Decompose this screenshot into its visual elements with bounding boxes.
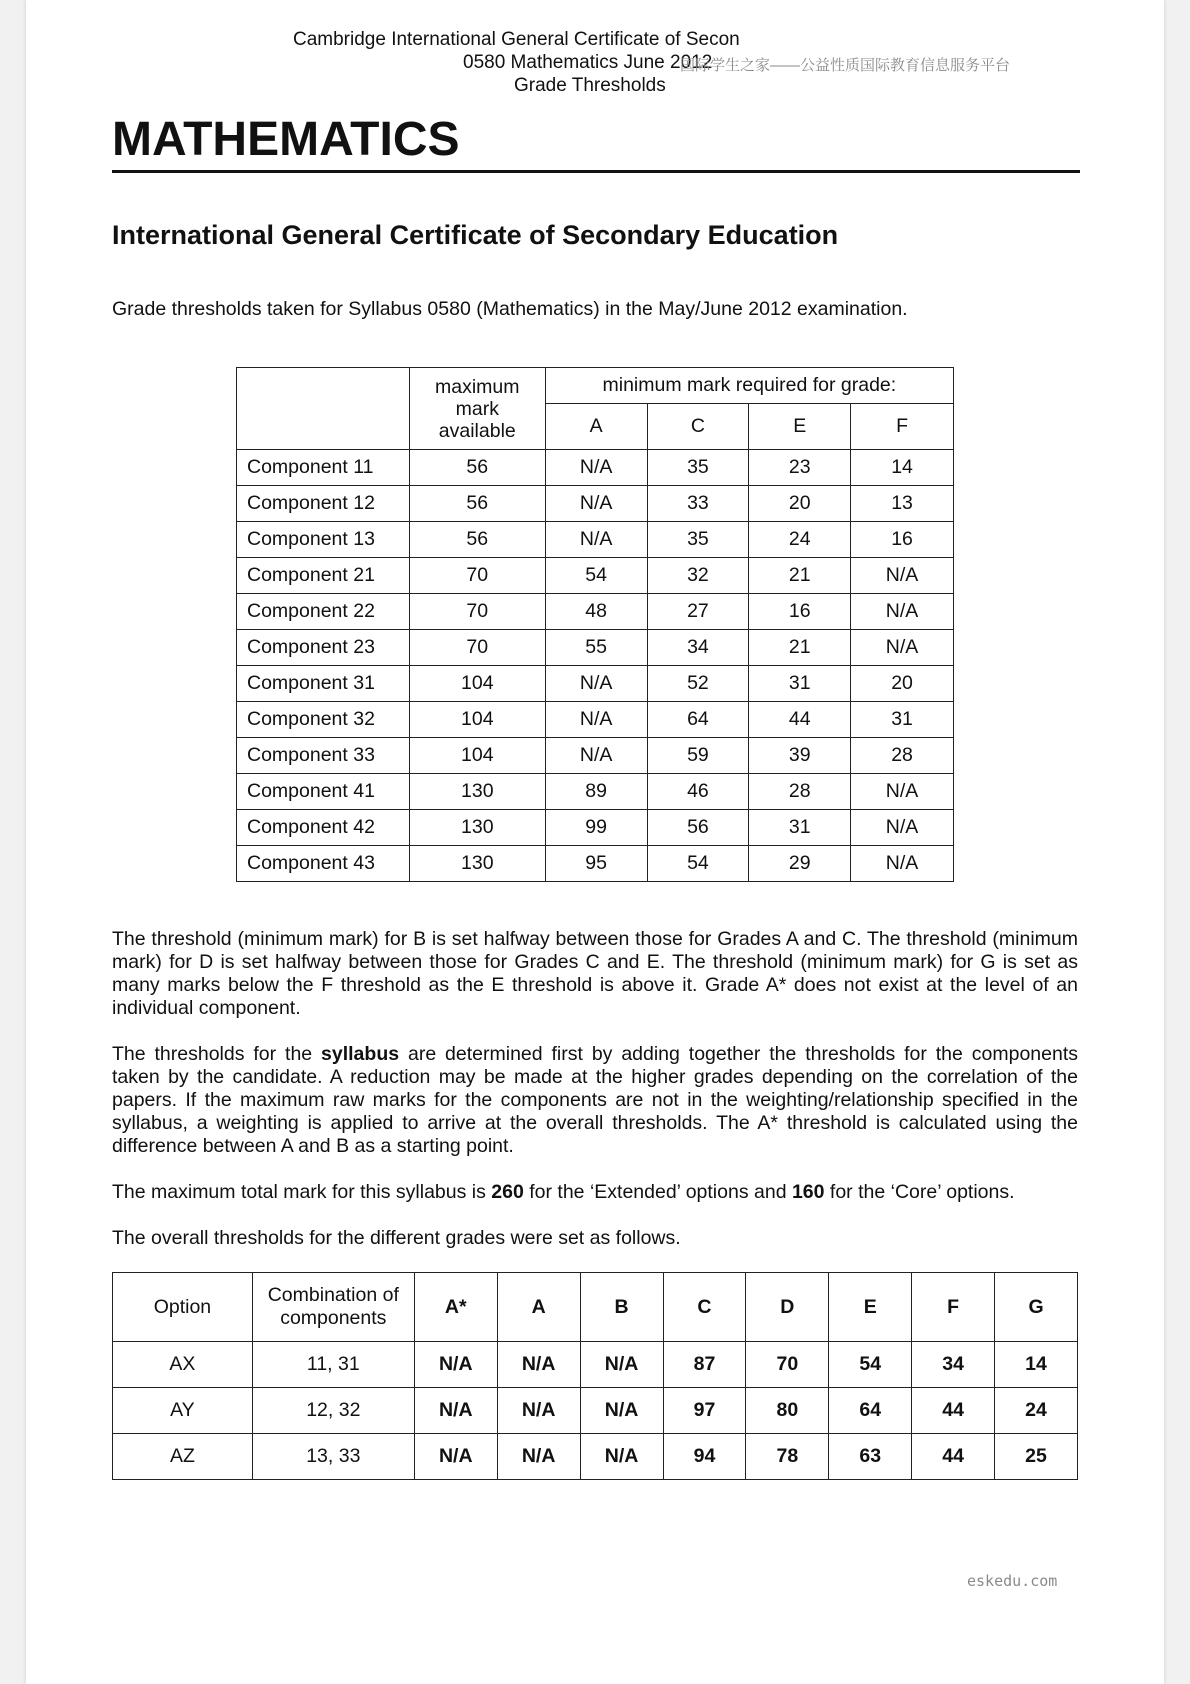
mark-cell: 130 — [409, 810, 545, 846]
mark-cell: 21 — [749, 558, 851, 594]
table-row — [237, 558, 954, 594]
table-header-max-mark: maximum mark available — [409, 368, 545, 450]
maximum-mark-paragraph: The maximum total mark for this syllabus is 260 for the ‘Extended’ options and 160 for the ‘Core’ options. — [112, 1181, 1015, 1203]
threshold-cell: 78 — [746, 1434, 829, 1480]
mark-cell: 28 — [749, 774, 851, 810]
table-row — [237, 450, 954, 486]
threshold-cell: N/A — [497, 1342, 580, 1388]
table-row — [237, 594, 954, 630]
component-name-cell: Component 11 — [237, 450, 410, 486]
mark-cell: 29 — [749, 846, 851, 882]
mark-cell: 39 — [749, 738, 851, 774]
mark-cell: 31 — [851, 702, 954, 738]
header-line-2: 0580 Mathematics June 2012 — [463, 52, 713, 73]
threshold-cell: 70 — [746, 1342, 829, 1388]
threshold-cell: 44 — [912, 1434, 995, 1480]
table-row — [237, 702, 954, 738]
mark-cell: 54 — [545, 558, 647, 594]
mark-cell: 89 — [545, 774, 647, 810]
core-total: 160 — [791, 1181, 825, 1203]
grade-header: C — [647, 404, 749, 450]
threshold-cell: N/A — [497, 1388, 580, 1434]
mark-cell: 27 — [647, 594, 749, 630]
threshold-cell: 54 — [829, 1342, 912, 1388]
mark-cell: 33 — [647, 486, 749, 522]
grade-header: F — [912, 1273, 995, 1342]
table-row — [113, 1342, 1078, 1388]
syllabus-emphasis: syllabus — [321, 1043, 400, 1065]
intro-text: Grade thresholds taken for Syllabus 0580 (Mathematics) in the May/June 2012 examination. — [112, 298, 908, 320]
mark-cell: 59 — [647, 738, 749, 774]
option-thresholds-table — [112, 1272, 1078, 1480]
component-name-cell: Component 41 — [237, 774, 410, 810]
mark-cell: N/A — [851, 774, 954, 810]
combination-header: Combination of components — [252, 1273, 414, 1342]
combination-cell: 13, 33 — [252, 1434, 414, 1480]
mark-cell: N/A — [851, 630, 954, 666]
threshold-cell: N/A — [497, 1434, 580, 1480]
component-name-cell: Component 22 — [237, 594, 410, 630]
component-name-cell: Component 31 — [237, 666, 410, 702]
threshold-cell: 87 — [663, 1342, 746, 1388]
mark-cell: 13 — [851, 486, 954, 522]
mark-cell: N/A — [851, 594, 954, 630]
threshold-cell: 24 — [995, 1388, 1078, 1434]
mark-cell: 48 — [545, 594, 647, 630]
mark-cell: 35 — [647, 522, 749, 558]
mark-cell: 99 — [545, 810, 647, 846]
threshold-cell: 44 — [912, 1388, 995, 1434]
table-row — [237, 774, 954, 810]
mark-cell: 64 — [647, 702, 749, 738]
component-name-cell: Component 23 — [237, 630, 410, 666]
mark-cell: 130 — [409, 846, 545, 882]
threshold-cell: 80 — [746, 1388, 829, 1434]
grade-header: F — [851, 404, 954, 450]
header-line-3: Grade Thresholds — [514, 75, 666, 96]
grade-header: A* — [414, 1273, 497, 1342]
component-name-cell: Component 32 — [237, 702, 410, 738]
mark-cell: 23 — [749, 450, 851, 486]
option-header: Option — [113, 1273, 253, 1342]
mark-cell: 34 — [647, 630, 749, 666]
mark-cell: 24 — [749, 522, 851, 558]
grade-header: D — [746, 1273, 829, 1342]
mark-cell: 104 — [409, 666, 545, 702]
mark-cell: 44 — [749, 702, 851, 738]
table-row — [113, 1388, 1078, 1434]
mark-cell: N/A — [851, 558, 954, 594]
mark-cell: 104 — [409, 702, 545, 738]
threshold-cell: N/A — [414, 1434, 497, 1480]
mark-cell: 104 — [409, 738, 545, 774]
mark-cell: 16 — [749, 594, 851, 630]
threshold-cell: 14 — [995, 1342, 1078, 1388]
extended-total: 260 — [491, 1181, 524, 1203]
mark-cell: N/A — [545, 522, 647, 558]
threshold-cell: 25 — [995, 1434, 1078, 1480]
threshold-cell: N/A — [414, 1388, 497, 1434]
option-cell: AZ — [113, 1434, 253, 1480]
mark-cell: 70 — [409, 594, 545, 630]
table-row — [237, 666, 954, 702]
table-row — [237, 486, 954, 522]
combination-cell: 12, 32 — [252, 1388, 414, 1434]
option-cell: AY — [113, 1388, 253, 1434]
component-name-cell: Component 43 — [237, 846, 410, 882]
component-name-cell: Component 42 — [237, 810, 410, 846]
mark-cell: N/A — [545, 702, 647, 738]
mark-cell: N/A — [545, 666, 647, 702]
mark-cell: 31 — [749, 810, 851, 846]
component-thresholds-table — [236, 367, 954, 882]
mark-cell: N/A — [545, 486, 647, 522]
mark-cell: 95 — [545, 846, 647, 882]
mark-cell: 56 — [409, 486, 545, 522]
threshold-cell: N/A — [580, 1388, 663, 1434]
threshold-cell: 94 — [663, 1434, 746, 1480]
table-header-blank — [237, 368, 410, 450]
page-title: MATHEMATICS — [112, 112, 1080, 173]
mark-cell: 35 — [647, 450, 749, 486]
mark-cell: 55 — [545, 630, 647, 666]
table-header-min-mark: minimum mark required for grade: — [545, 368, 953, 404]
page-subtitle: International General Certificate of Secondary Education — [112, 220, 839, 250]
component-name-cell: Component 33 — [237, 738, 410, 774]
grade-header: A — [545, 404, 647, 450]
mark-cell: 20 — [749, 486, 851, 522]
mark-cell: 46 — [647, 774, 749, 810]
table-row — [237, 810, 954, 846]
grade-header: B — [580, 1273, 663, 1342]
option-cell: AX — [113, 1342, 253, 1388]
header-line-1: Cambridge International General Certificate of Secon — [293, 29, 740, 50]
mark-cell: 56 — [647, 810, 749, 846]
mark-cell: 20 — [851, 666, 954, 702]
grade-header: G — [995, 1273, 1078, 1342]
mark-cell: 130 — [409, 774, 545, 810]
mark-cell: 70 — [409, 558, 545, 594]
mark-cell: 21 — [749, 630, 851, 666]
mark-cell: N/A — [851, 810, 954, 846]
mark-cell: 56 — [409, 450, 545, 486]
mark-cell: N/A — [851, 846, 954, 882]
table-row — [237, 630, 954, 666]
threshold-cell: N/A — [580, 1342, 663, 1388]
threshold-cell: N/A — [580, 1434, 663, 1480]
threshold-cell: N/A — [414, 1342, 497, 1388]
component-name-cell: Component 13 — [237, 522, 410, 558]
threshold-explanation-paragraph: The threshold (minimum mark) for B is set halfway between those for Grades A and C. The threshold (minimum mark) for D is set halfway between those for Grades C and E. The threshold (minimum mark) for G is set as many marks below the F threshold as the E threshold is above it. Grade A* does not exist at the level of an individual component. — [112, 928, 1078, 1019]
threshold-cell: 34 — [912, 1342, 995, 1388]
syllabus-thresholds-paragraph: The thresholds for the syllabus are determined first by adding together the thresholds for the components taken by the candidate. A reduction may be made at the higher grades depending on the correlation of the papers. If the maximum raw marks for the components are not in the weighting/relationship specified in the syllabus, a weighting is applied to arrive at the overall thresholds. The A* threshold is calculated using the difference between A and B as a starting point. — [112, 1043, 1078, 1157]
table-row — [113, 1434, 1078, 1480]
grade-header: E — [749, 404, 851, 450]
mark-cell: 56 — [409, 522, 545, 558]
mark-cell: 28 — [851, 738, 954, 774]
mark-cell: 52 — [647, 666, 749, 702]
table-row — [237, 846, 954, 882]
watermark-text: 国际学生之家——公益性质国际教育信息服务平台 — [680, 57, 1011, 74]
threshold-cell: 63 — [829, 1434, 912, 1480]
table-row — [237, 522, 954, 558]
combination-cell: 11, 31 — [252, 1342, 414, 1388]
threshold-cell: 64 — [829, 1388, 912, 1434]
table-row — [237, 738, 954, 774]
overall-thresholds-intro: The overall thresholds for the different grades were set as follows. — [112, 1227, 681, 1249]
mark-cell: 70 — [409, 630, 545, 666]
mark-cell: N/A — [545, 738, 647, 774]
grade-header: E — [829, 1273, 912, 1342]
mark-cell: 54 — [647, 846, 749, 882]
mark-cell: 16 — [851, 522, 954, 558]
component-name-cell: Component 12 — [237, 486, 410, 522]
threshold-cell: 97 — [663, 1388, 746, 1434]
mark-cell: 31 — [749, 666, 851, 702]
footer-site-name: eskedu.com — [967, 1572, 1058, 1590]
grade-header: A — [497, 1273, 580, 1342]
grade-header: C — [663, 1273, 746, 1342]
component-name-cell: Component 21 — [237, 558, 410, 594]
mark-cell: 32 — [647, 558, 749, 594]
mark-cell: 14 — [851, 450, 954, 486]
mark-cell: N/A — [545, 450, 647, 486]
